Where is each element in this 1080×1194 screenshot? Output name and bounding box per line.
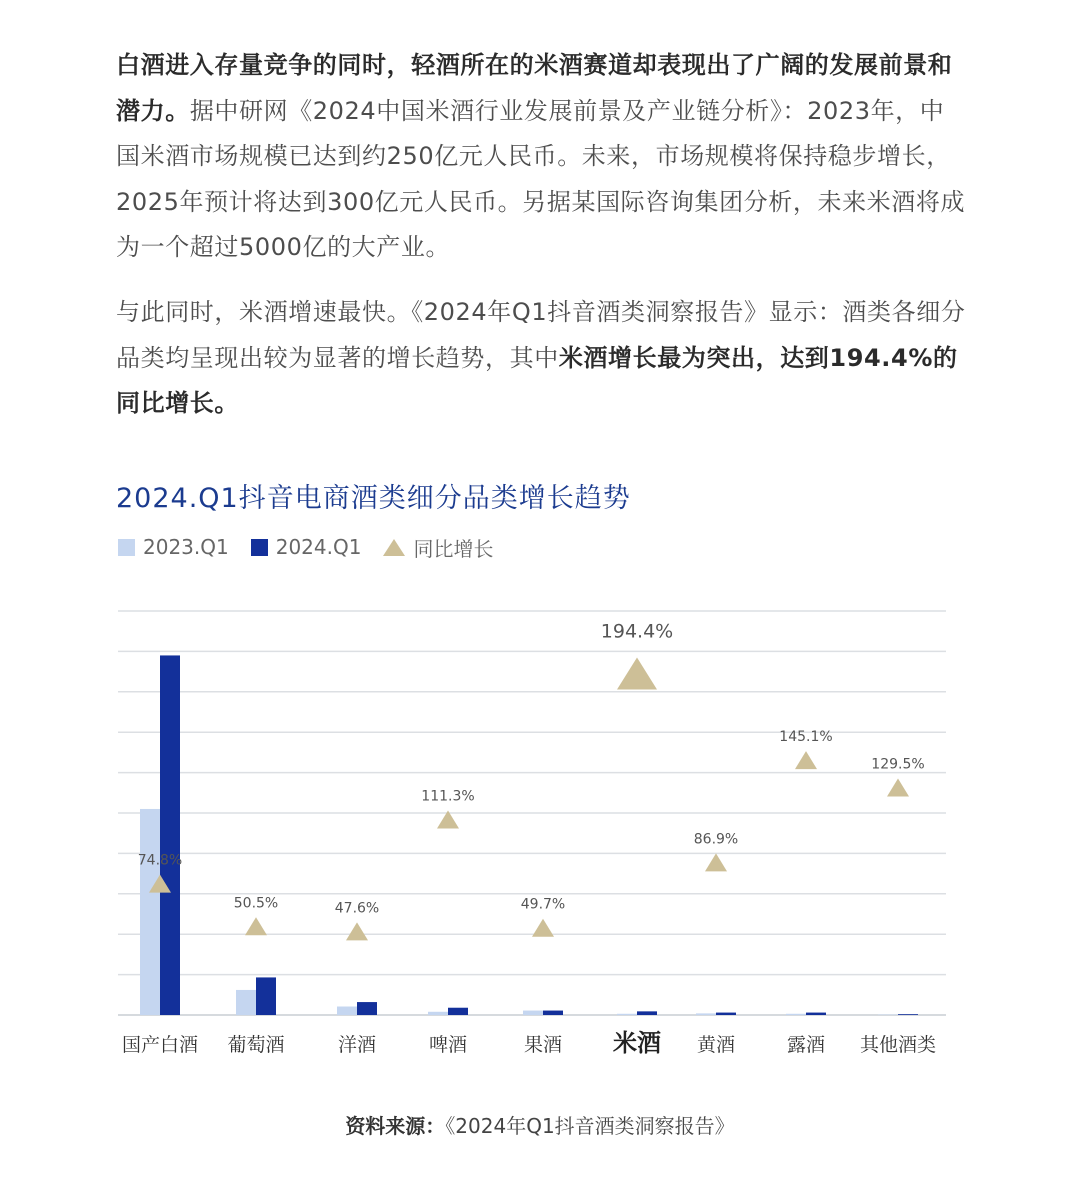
bar-2023-0 <box>140 809 160 1015</box>
category-label-6: 黄酒 <box>696 1034 736 1056</box>
legend-item-2023 <box>118 535 229 559</box>
bar-2024-3 <box>448 1008 468 1015</box>
legend-swatch-2024 <box>251 539 268 556</box>
category-label-2: 洋酒 <box>337 1034 377 1056</box>
source-text: 《2024年Q1抖音酒类洞察报告》 <box>445 1114 735 1138</box>
growth-marker-7 <box>795 751 817 769</box>
growth-marker-5 <box>617 658 657 690</box>
source-label: 资料来源： <box>345 1114 446 1138</box>
bar-2023-3 <box>428 1012 448 1015</box>
growth-label-8: 129.5% <box>871 756 925 773</box>
bar-2024-2 <box>357 1002 377 1015</box>
bar-2024-6 <box>716 1013 736 1015</box>
growth-label-6: 86.9% <box>693 831 739 848</box>
intro-paragraph-2-bold: 米酒增长最为突出，达到194.4%的同比增长。 <box>116 343 958 417</box>
growth-marker-4 <box>532 919 554 937</box>
growth-label-5: 194.4% <box>600 620 674 643</box>
growth-marker-6 <box>705 853 727 871</box>
source-note <box>0 1110 1080 1139</box>
intro-paragraph-2 <box>116 290 968 427</box>
bar-chart <box>0 590 1080 1070</box>
chart-legend <box>118 533 515 561</box>
growth-marker-8 <box>887 779 909 797</box>
bar-2024-4 <box>543 1011 563 1015</box>
category-label-0: 国产白酒 <box>121 1034 199 1056</box>
bar-2023-2 <box>337 1007 357 1015</box>
legend-label-2023: 2023.Q1 <box>143 535 229 559</box>
growth-label-4: 49.7% <box>520 896 566 913</box>
category-label-4: 果酒 <box>523 1034 563 1056</box>
chart-title: 2024.Q1抖音电商酒类细分品类增长趋势 <box>116 483 631 514</box>
bar-2023-6 <box>696 1013 716 1015</box>
growth-label-3: 111.3% <box>421 788 475 805</box>
growth-label-0: 74.8% <box>137 852 183 869</box>
growth-label-1: 50.5% <box>233 895 279 912</box>
bar-2023-1 <box>236 990 256 1015</box>
intro-paragraph-1 <box>116 43 968 271</box>
bar-2024-8 <box>898 1014 918 1015</box>
growth-label-2: 47.6% <box>334 900 380 917</box>
legend-item-2024 <box>251 535 362 559</box>
bar-2023-4 <box>523 1011 543 1015</box>
category-label-8: 其他酒类 <box>859 1034 937 1056</box>
growth-label-7: 145.1% <box>779 729 833 746</box>
intro-paragraph-2-text: 与此同时，米酒增速最快。《2024年Q1抖音酒类洞察报告》显示：酒类各细分品类均呈现出较为显著的增长趋势，其中 <box>116 298 966 372</box>
growth-marker-1 <box>245 917 267 935</box>
intro-paragraph-1-text: 据中研网《2024中国米酒行业发展前景及产业链分析》：2023年，中国米酒市场规模已达到约250亿元人民币。未来，市场规模将保持稳步增长，2025年预计将达到300亿元人民币。另据某国际咨询集团分析，未来米酒将成为一个超过5000亿的大产业。 <box>116 96 966 261</box>
bar-2023-7 <box>786 1014 806 1015</box>
legend-label-growth: 同比增长 <box>413 536 494 561</box>
category-label-5: 米酒 <box>613 1029 661 1057</box>
intro-paragraph-1-bold: 白酒进入存量竞争的同时，轻酒所在的米酒赛道却表现出了广阔的发展前景和潜力。 <box>116 51 953 125</box>
category-label-1: 葡萄酒 <box>227 1034 285 1056</box>
category-label-7: 露酒 <box>786 1034 826 1056</box>
growth-marker-2 <box>346 922 368 940</box>
bar-2024-7 <box>806 1013 826 1015</box>
legend-label-2024: 2024.Q1 <box>275 535 362 559</box>
legend-swatch-2023 <box>118 539 135 556</box>
category-label-3: 啤酒 <box>428 1034 468 1056</box>
legend-triangle-icon <box>383 539 405 556</box>
bar-2024-1 <box>256 977 276 1015</box>
bar-2024-5 <box>637 1011 657 1015</box>
bar-2023-5 <box>617 1014 637 1015</box>
legend-item-growth <box>383 533 493 562</box>
bar-2024-0 <box>160 655 180 1015</box>
